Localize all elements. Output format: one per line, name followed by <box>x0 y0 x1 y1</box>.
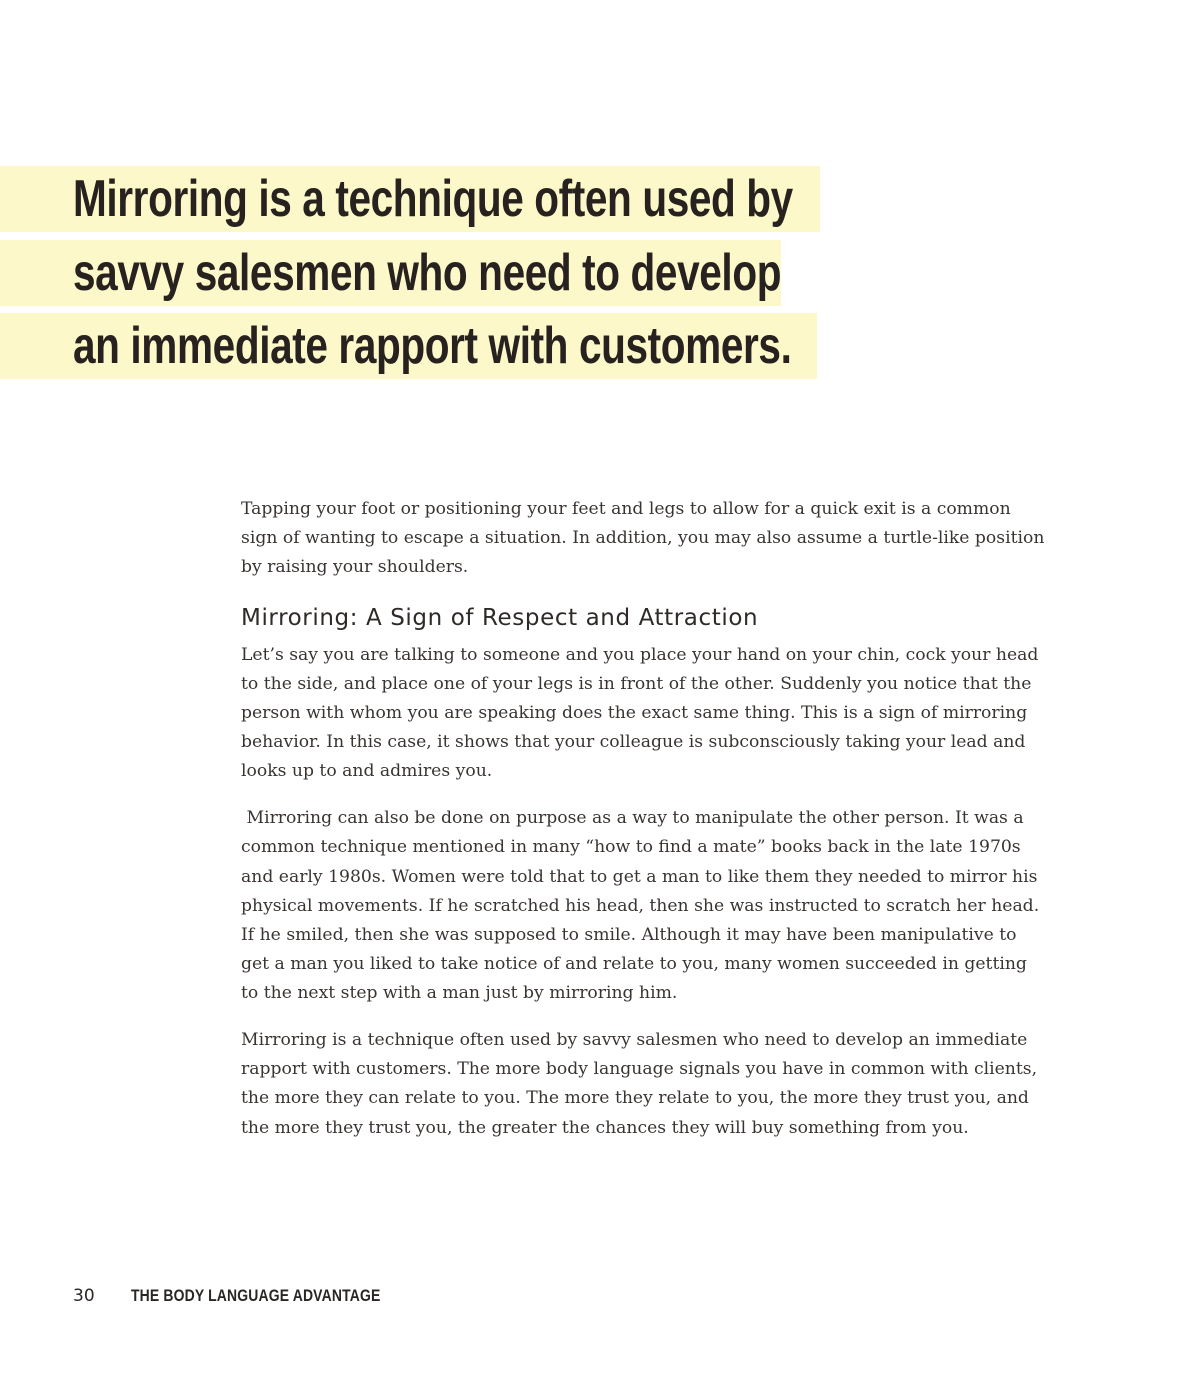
pull-quote-line: Mirroring is a technique often used by <box>0 166 820 232</box>
section-heading: Mirroring: A Sign of Respect and Attraction <box>241 604 759 631</box>
running-head: THE BODY LANGUAGE ADVANTAGE <box>131 1286 381 1305</box>
page-footer <box>73 1284 435 1308</box>
pull-quote-line: savvy salesmen who need to develop <box>0 240 781 306</box>
body-text <box>241 495 1046 1160</box>
page-number: 30 <box>73 1286 95 1306</box>
pull-quote-line: an immediate rapport with customers. <box>0 313 817 379</box>
body-paragraph: Let’s say you are talking to someone and you place your hand on your chin, cock your head to the side, and place one of your legs is in front of the other. Suddenly you notice that the person with whom you are speaking does the exact same thing. This is a sign of mirroring behavior. In this case, it shows that your colleague is subconsciously taking your lead and looks up to and admires you. <box>241 644 1039 782</box>
body-paragraph: Mirroring is a technique often used by savvy salesmen who need to develop an immediate rapport with customers. The more body language signals you have in common with clients, the more they can relate to you. The more they relate to you, the more they trust you, and the more they trust you, the greater the chances they will buy something from you. <box>241 1030 1038 1138</box>
body-paragraph: Mirroring can also be done on purpose as a way to manipulate the other person. It was a common technique mentioned in many “how to find a mate” books back in the late 1970s and early 1980s. Women were told that to get a man to like them they needed to mirror his physical movements. If he scratched his head, then she was instructed to scratch her head. If he smiled, then she was supposed to smile. Although it may have been manipulative to get a man you liked to take notice of and relate to you, many women succeeded in getting to the next step with a man just by mirroring him. <box>241 808 1045 1004</box>
intro-paragraph: Tapping your foot or positioning your feet and legs to allow for a quick exit is a common sign of wanting to escape a situation. In addition, you may also assume a turtle-like position by raising your shoulders. <box>241 499 1045 578</box>
